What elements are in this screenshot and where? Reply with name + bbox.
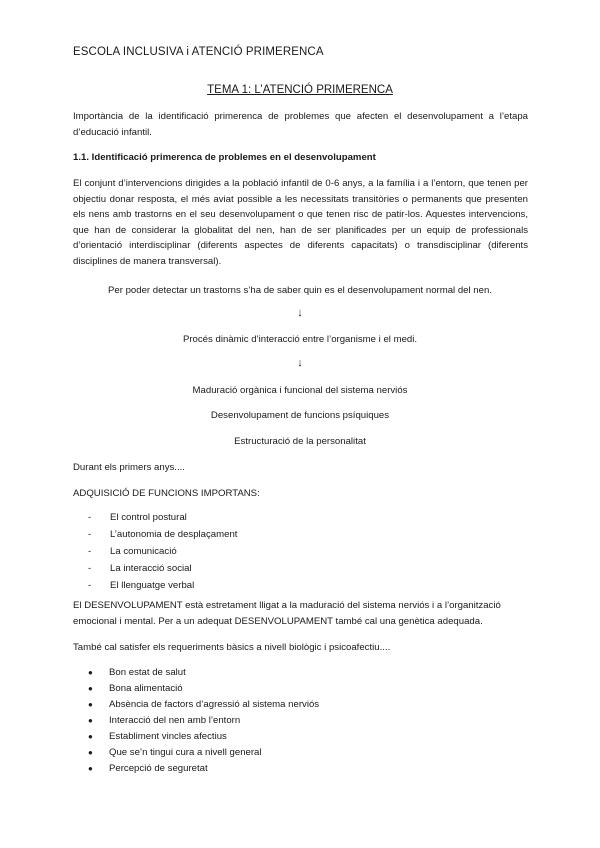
maturation-line: Estructuració de la personalitat bbox=[234, 436, 366, 447]
list-item: - La interacció social bbox=[88, 560, 237, 577]
list-item: - El control postural bbox=[88, 509, 237, 526]
list-item: ● Absència de factors d’agressió al sistema nerviós bbox=[88, 697, 319, 713]
requeriments-line: També cal satisfer els requeriments bàsics a nivell biològic i psicoafectiu.... bbox=[73, 642, 391, 653]
document-header: ESCOLA INCLUSIVA i ATENCIÓ PRIMERENCA bbox=[73, 46, 324, 58]
dash-marker: - bbox=[88, 563, 92, 574]
list-item: - L’autonomia de desplaçament bbox=[88, 526, 237, 543]
section-heading: 1.1. Identificació primerenca de problemes en el desenvolupament bbox=[73, 152, 376, 163]
maturation-line: Desenvolupament de funcions psíquiques bbox=[210, 410, 390, 421]
bullet-icon: ● bbox=[88, 668, 93, 677]
list-item: ● Interacció del nen amb l’entorn bbox=[88, 713, 319, 729]
bullet-icon: ● bbox=[88, 764, 93, 773]
durant-line: Durant els primers anys.... bbox=[73, 462, 185, 473]
bullet-icon: ● bbox=[88, 716, 93, 725]
list-item: - El llenguatge verbal bbox=[88, 577, 237, 594]
down-arrow-icon: ↓ bbox=[297, 357, 303, 369]
bullet-icon: ● bbox=[88, 700, 93, 709]
bullet-icon: ● bbox=[88, 732, 93, 741]
requeriments-list bbox=[88, 665, 319, 777]
detect-line: Per poder detectar un trastorns s’ha de saber quin es el desenvolupament normal del nen. bbox=[108, 285, 492, 296]
dash-marker: - bbox=[88, 529, 92, 540]
bullet-icon: ● bbox=[88, 748, 93, 757]
process-line: Procés dinàmic d’interacció entre l’organisme i el medi. bbox=[182, 334, 418, 345]
dash-marker: - bbox=[88, 546, 92, 557]
adquisicio-heading: ADQUISICIÓ DE FUNCIONS IMPORTANS: bbox=[73, 488, 260, 499]
dash-marker: - bbox=[88, 512, 92, 523]
page-title: TEMA 1: L’ATENCIÓ PRIMERENCA bbox=[207, 84, 393, 96]
list-item: ● Bon estat de salut bbox=[88, 665, 319, 681]
section-paragraph: El conjunt d’intervencions dirigides a la població infantil de 0-6 anys, a la família i a l’entorn, que tenen per objectiu donar resposta, el més aviat possible a les necessitats transitòries o permanents que presenten els nens amb trastorns en el seu desenvolupament o que tenen risc de patir-los. Aquestes intervencions, que han de considerar la globalitat del nen, han de ser planificades per un equip de professionals d’orientació interdisciplinar (diferents aspectes de diferents capacitats) o transdisciplinar (diferents disciplines de manera transversal). bbox=[73, 178, 528, 267]
down-arrow-icon: ↓ bbox=[297, 307, 303, 319]
dash-marker: - bbox=[88, 580, 92, 591]
list-item: ● Que se’n tingui cura a nivell general bbox=[88, 745, 319, 761]
list-item: - La comunicació bbox=[88, 543, 237, 560]
list-item: ● Establiment vincles afectius bbox=[88, 729, 319, 745]
list-item: ● Bona alimentació bbox=[88, 681, 319, 697]
maturation-line: Maduració orgànica i funcional del sistema nerviós bbox=[192, 385, 408, 396]
funcions-list bbox=[88, 509, 237, 594]
bullet-icon: ● bbox=[88, 684, 93, 693]
desenvolupament-paragraph: El DESENVOLUPAMENT està estretament lligat a la maduració del sistema nerviós i a l’organització emocional i mental. Per a un adequat DESENVOLUPAMENT també cal una genètica adequada. bbox=[73, 600, 501, 627]
list-item: ● Percepció de seguretat bbox=[88, 761, 319, 777]
intro-paragraph: Importància de la identificació primerenca de problemes que afecten el desenvolupament a l’etapa d’educació infantil. bbox=[73, 111, 528, 138]
